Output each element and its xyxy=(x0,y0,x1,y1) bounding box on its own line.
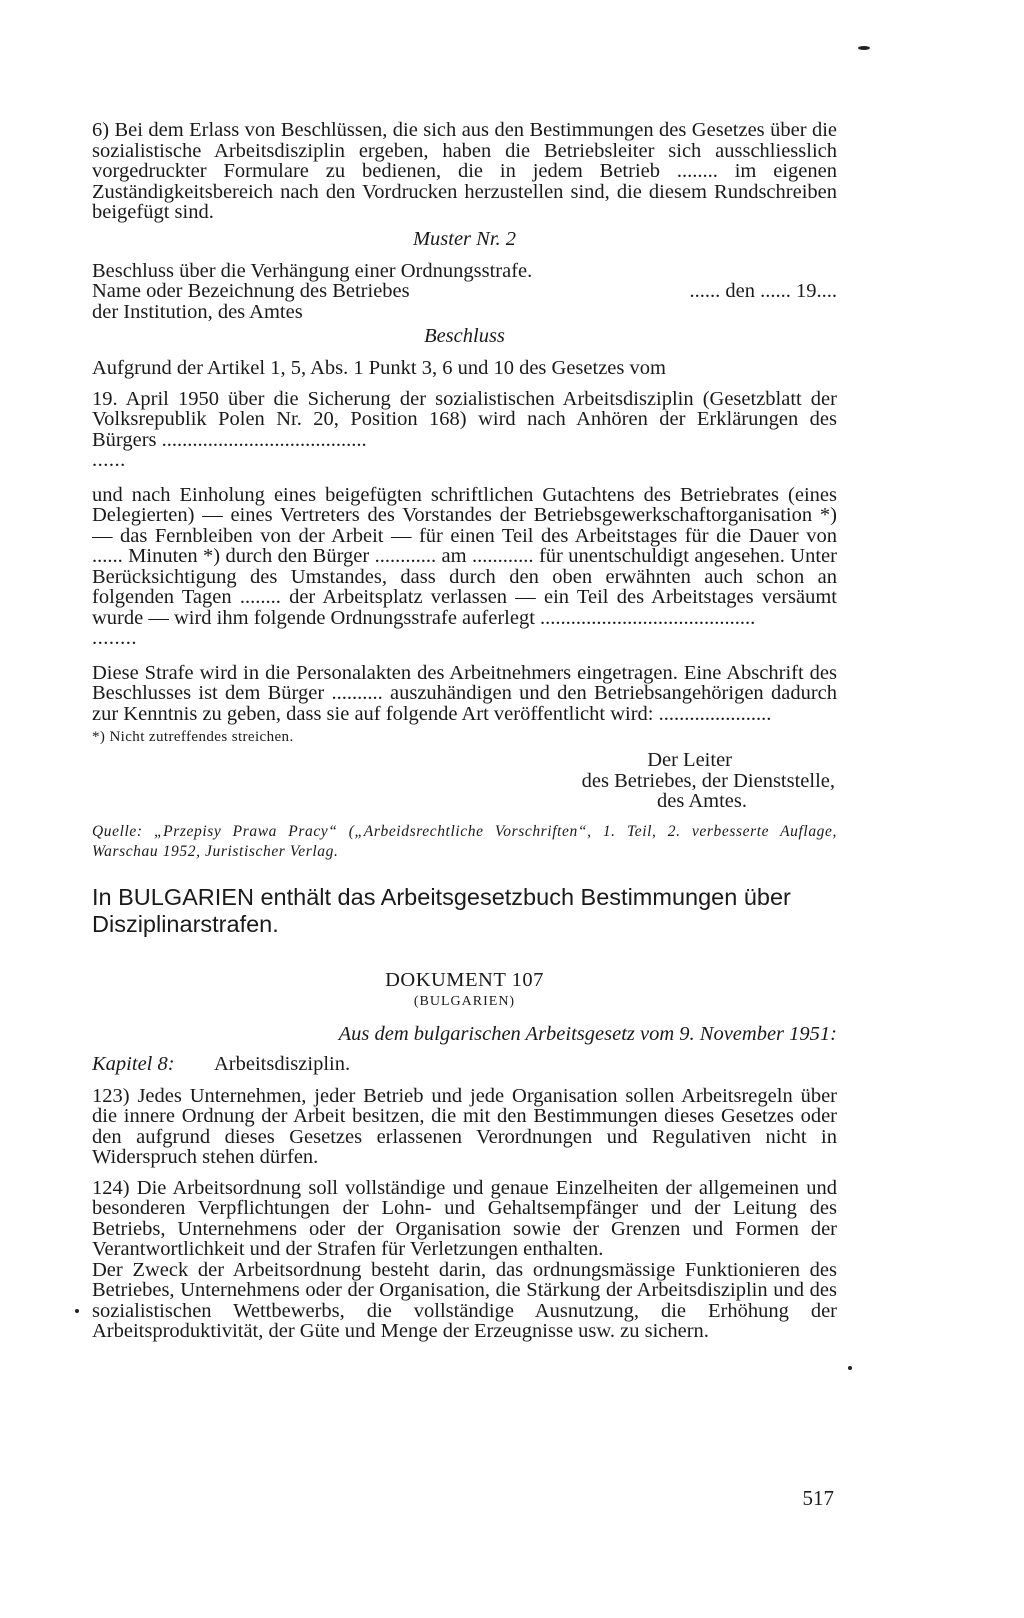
scan-speck xyxy=(75,1309,79,1313)
zweck-paragraph: Der Zweck der Arbeitsordnung besteht darin, das ordnungsmässige Funktionieren des Betriebes, Unternehmens oder der Organisation, die Stärkung der Arbeitsdisziplin und des sozialistischen Wettbewerbs, die vollständige Ausnutzung, die Erhöhung der Arbeitsproduktivität, der Güte und Menge der Erzeugnisse usw. zu sichern. xyxy=(92,1258,837,1342)
dots-line: ...... xyxy=(92,449,126,471)
paragraph-6: 6) Bei dem Erlass von Beschlüssen, die sich aus den Bestimmungen des Gesetzes über die sozialistische Arbeitsdisziplin ergeben, haben die Betriebsleiter sich ausschliesslich vorgedruckter Formulare zu bedienen, die in jedem Betrieb ........ im eigenen Zuständigkeitsbereich nach den Vordrucken herzustellen sind, die diesem Rundschreiben beigefügt sind. xyxy=(92,119,837,223)
signature-line-3: des Amtes. xyxy=(657,790,747,812)
document-intro: Aus dem bulgarischen Arbeitsgesetz vom 9. November 1951: xyxy=(338,1022,837,1045)
signature-line-1: Der Leiter xyxy=(647,749,732,771)
beschluss-title: Beschluss über die Verhängung einer Ordnungsstrafe. xyxy=(92,259,533,282)
name-line-right: ...... den ...... 19.... xyxy=(689,280,837,302)
document-subheading: (BULGARIEN) xyxy=(413,993,516,1009)
footnote: *) Nicht zutreffendes streichen. xyxy=(92,729,294,745)
document-heading: DOKUMENT 107 xyxy=(385,968,544,991)
aufgrund-line: Aufgrund der Artikel 1, 5, Abs. 1 Punkt 3, 6 und 10 des Gesetzes vom xyxy=(92,357,666,379)
dots-line: ........ xyxy=(92,627,137,649)
institution-line: der Institution, des Amtes xyxy=(92,300,303,323)
scan-speck xyxy=(848,1366,852,1370)
name-line-left: Name oder Bezeichnung des Betriebes xyxy=(92,280,410,302)
beschluss-heading: Beschluss xyxy=(424,325,505,347)
chapter-line xyxy=(92,1052,837,1076)
muster-heading: Muster Nr. 2 xyxy=(412,227,517,250)
paragraph-124: 124) Die Arbeitsordnung soll vollständige und genaue Einzelheiten der allgemeinen und besonderen Verpflichtungen der Lohn- und Gehaltsempfänger und der Leitung des Betriebs, Unternehmens oder der Organisation sowie der Grenzen und Formen der Verantwortlichkeit und der Strafen für Verletzungen enthalten. xyxy=(92,1176,837,1260)
signature-line-2: des Betriebes, der Dienststelle, xyxy=(581,769,835,792)
source-citation: Quelle: „Przepisy Prawa Pracy“ („Arbeidsrechtliche Vorschriften“, 1. Teil, 2. verbesserte Auflage, Warschau 1952, Juristischer Verlag. xyxy=(92,822,837,860)
scan-speck xyxy=(858,46,870,50)
page-number: 517 xyxy=(802,1486,834,1510)
bulgarien-heading: In BULGARIEN enthält das Arbeitsgesetzbuch Bestimmungen über Disziplinarstrafen. xyxy=(92,883,791,937)
chapter-title: Arbeitsdisziplin. xyxy=(214,1052,351,1075)
einholung-paragraph: und nach Einholung eines beigefügten schriftlichen Gutachtens des Betriebrates (eines Delegierten) — eines Vertreters des Vorstandes der Betriebsgewerkschaftorganisation *) — das Fernbleiben von der Arbeit — für einen Teil des Arbeitstages für die Dauer von ...... Minuten *) durch den Bürger ............ am ............ für unentschuldigt angesehen. Unter Berücksichtigung des Umstandes, dass durch den oben erwähnten auch schon an folgenden Tagen ........ der Arbeitsplatz verlassen — ein Teil des Arbeitstages versäumt wurde — wird ihm folgende Ordnungsstrafe auferlegt .......................................... xyxy=(92,483,837,629)
text-column xyxy=(92,120,837,1342)
name-line xyxy=(92,281,837,302)
aufgrund-paragraph: 19. April 1950 über die Sicherung der sozialistischen Arbeitsdisziplin (Gesetzblatt der Volksrepublik Polen Nr. 20, Position 168) wird nach Anhören der Erklärungen des Bürgers ........................................ xyxy=(92,387,837,451)
strafe-paragraph: Diese Strafe wird in die Personalakten des Arbeitnehmers eingetragen. Eine Abschrift des Beschlusses ist dem Bürger .......... auszuhändigen und den Betriebsangehörigen dadurch zur Kenntnis zu geben, dass sie auf folgende Art veröffentlicht wird: ...................... xyxy=(92,661,837,725)
chapter-label: Kapitel 8: xyxy=(92,1052,175,1075)
paragraph-123: 123) Jedes Unternehmen, jeder Betrieb und jede Organisation sollen Arbeitsregeln über die innere Ordnung der Arbeit besitzen, die mit den Bestimmungen dieses Gesetzes oder den aufgrund dieses Gesetzes erlassenen Verordnungen und Regulativen nicht in Widerspruch stehen dürfen. xyxy=(92,1084,837,1168)
